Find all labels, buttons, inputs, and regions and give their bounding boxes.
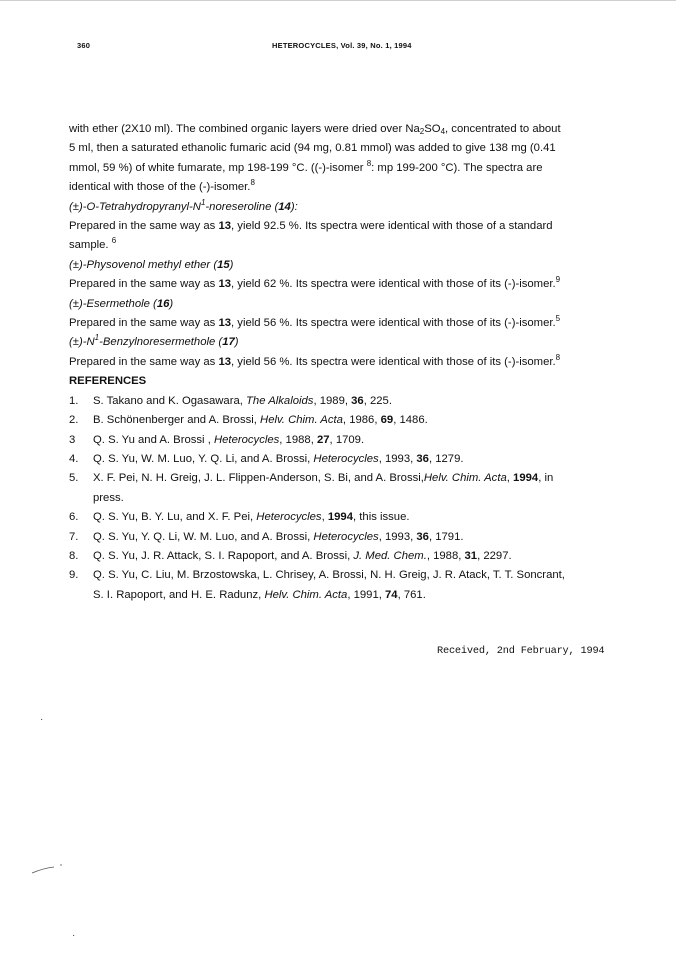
received-date: Received, 2nd February, 1994 xyxy=(437,645,605,657)
scan-mark xyxy=(30,862,70,876)
reference-item: 2. B. Schönenberger and A. Brossi, Helv. Chim. Acta, 1986, 69, 1486. xyxy=(69,414,428,427)
compound-15-title: (±)-Physovenol methyl ether (15) xyxy=(69,258,234,271)
scan-speck: · xyxy=(40,714,44,725)
compound-14-text: Prepared in the same way as 13, yield 92.5 %. Its spectra were identical with those of a standard sample. $^6$ xyxy=(69,220,553,252)
reference-item: 4. Q. S. Yu, W. M. Luo, Y. Q. Li, and A. Brossi, Heterocycles, 1993, 36, 1279. xyxy=(69,452,464,465)
reference-item: 3 Q. S. Yu and A. Brossi , Heterocycles, 1988, 27, 1709. xyxy=(69,433,365,446)
compound-17-title: $(\pm)-N^1$-Benzylnoresermethole (17) xyxy=(69,333,239,349)
reference-item: 5. X. F. Pei, N. H. Greig, J. L. Flippen-Anderson, S. Bi, and A. Brossi,Helv. Chim. Acta, 1994, in press. xyxy=(69,472,554,504)
compound-16-title: (±)-Esermethole (16) xyxy=(69,297,174,310)
reference-item: 6. Q. S. Yu, B. Y. Lu, and X. F. Pei, Heterocycles, 1994, this issue. xyxy=(69,511,410,524)
article-body xyxy=(69,120,639,605)
top-rule xyxy=(0,0,676,1)
compound-17-text: Prepared in the same way as 13, yield 56 %. Its spectra were identical with those of its (-)-isomer.$^8$ xyxy=(69,352,561,368)
compound-16-text: Prepared in the same way as 13, yield 56 %. Its spectra were identical with those of its (-)-isomer.$^5$ xyxy=(69,314,561,330)
intro-paragraph: with ether (2X10 ml). The combined organic layers were dried over $Na_2SO_4$, concentrated to about 5 ml, then a saturated ethanolic fumaric acid (94 mg, 0.81 mmol) was added to give 138 mg (0.41 mmol, 59 %) of white fumarate, mp 198-199 °C. ((-)-isomer $^8$: mp 199-200 °C). The spectra are identical with those of the (-)-isomer.$^8$ xyxy=(69,123,561,194)
page-number: 360 xyxy=(77,41,91,50)
compound-14-title: $(\pm)-O-Tetrahydropyranyl-N^1$-noreseroline (14): xyxy=(69,197,298,213)
reference-item: 8. Q. S. Yu, J. R. Attack, S. I. Rapoport, and A. Brossi, J. Med. Chem., 1988, 31, 2297. xyxy=(69,549,512,562)
running-title: HETEROCYCLES, Vol. 39, No. 1, 1994 xyxy=(272,41,412,50)
references-heading: REFERENCES xyxy=(69,375,147,388)
reference-item: 1. S. Takano and K. Ogasawara, The Alkaloids, 1989, 36, 225. xyxy=(69,394,392,407)
scan-speck: · xyxy=(72,930,76,941)
compound-15-text: Prepared in the same way as 13, yield 62 %. Its spectra were identical with those of its (-)-isomer.$^9$ xyxy=(69,275,561,291)
reference-item: 9. Q. S. Yu, C. Liu, M. Brzostowska, L. Chrisey, A. Brossi, N. H. Greig, J. R. Atack, T. T. Soncrant, S. I. Rapoport, and H. E. Radunz, Helv. Chim. Acta, 1991, 74, 761. xyxy=(69,569,565,601)
reference-item: 7. Q. S. Yu, Y. Q. Li, W. M. Luo, and A. Brossi, Heterocycles, 1993, 36, 1791. xyxy=(69,530,464,543)
